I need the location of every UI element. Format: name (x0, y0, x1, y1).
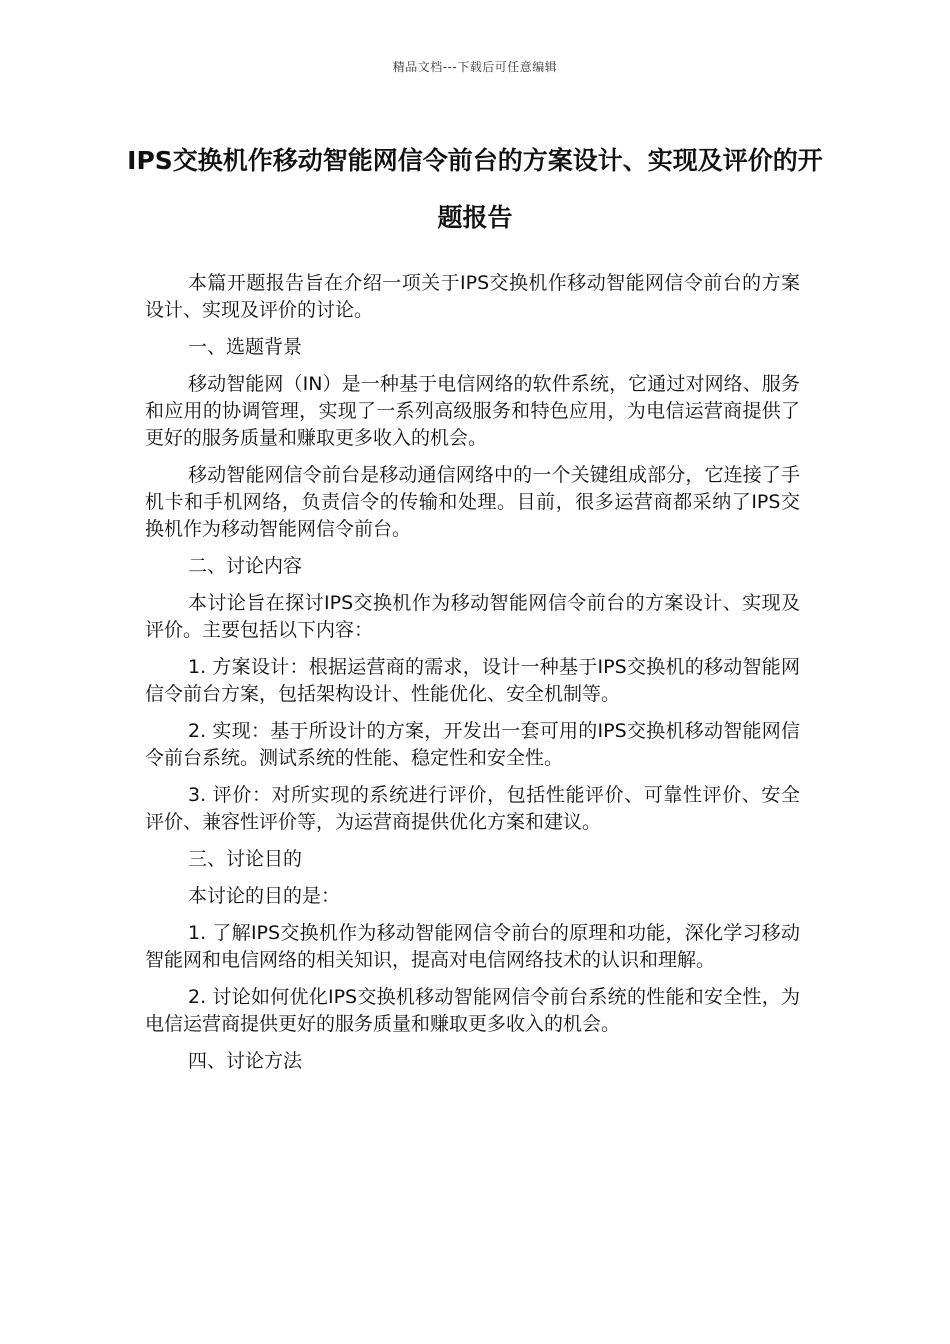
section-heading-method: 四、讨论方法 (188, 1050, 303, 1072)
document-body (145, 270, 800, 1085)
purpose-intro-paragraph: 本讨论的目的是： (188, 885, 341, 907)
purpose-item-1: 1. 了解IPS交换机作为移动智能网信令前台的原理和功能，深化学习移动智能网和电信网络的相关知识，提高对电信网络技术的认识和理解。 (145, 922, 800, 971)
content-item-2: 2. 实现：基于所设计的方案，开发出一套可用的IPS交换机移动智能网信令前台系统。测试系统的性能、稳定性和安全性。 (145, 720, 800, 769)
background-paragraph-1: 移动智能网（IN）是一种基于电信网络的软件系统，它通过对网络、服务和应用的协调管理，实现了一系列高级服务和特色应用，为电信运营商提供了更好的服务质量和赚取更多收入的机会。 (145, 373, 800, 449)
section-heading-purpose: 三、讨论目的 (188, 848, 303, 870)
section-heading-content: 二、讨论内容 (188, 555, 303, 577)
intro-paragraph: 本篇开题报告旨在介绍一项关于IPS交换机作移动智能网信令前台的方案设计、实现及评价的讨论。 (145, 272, 800, 321)
header-note: 精品文档---下载后可任意编辑 (392, 60, 558, 74)
content-item-1: 1. 方案设计：根据运营商的需求，设计一种基于IPS交换机的移动智能网信令前台方案，包括架构设计、性能优化、安全机制等。 (145, 656, 800, 705)
content-item-3: 3. 评价：对所实现的系统进行评价，包括性能评价、可靠性评价、安全评价、兼容性评价等，为运营商提供优化方案和建议。 (145, 784, 800, 833)
background-paragraph-2: 移动智能网信令前台是移动通信网络中的一个关键组成部分，它连接了手机卡和手机网络，负责信令的传输和处理。目前，很多运营商都采纳了IPS交换机作为移动智能网信令前台。 (145, 464, 800, 540)
document-title: IPS交换机作移动智能网信令前台的方案设计、实现及评价的开题报告 (127, 146, 823, 232)
section-heading-background: 一、选题背景 (188, 336, 303, 358)
purpose-item-2: 2. 讨论如何优化IPS交换机移动智能网信令前台系统的性能和安全性，为电信运营商提供更好的服务质量和赚取更多收入的机会。 (145, 986, 800, 1035)
content-intro-paragraph: 本讨论旨在探讨IPS交换机作为移动智能网信令前台的方案设计、实现及评价。主要包括以下内容： (145, 592, 800, 641)
